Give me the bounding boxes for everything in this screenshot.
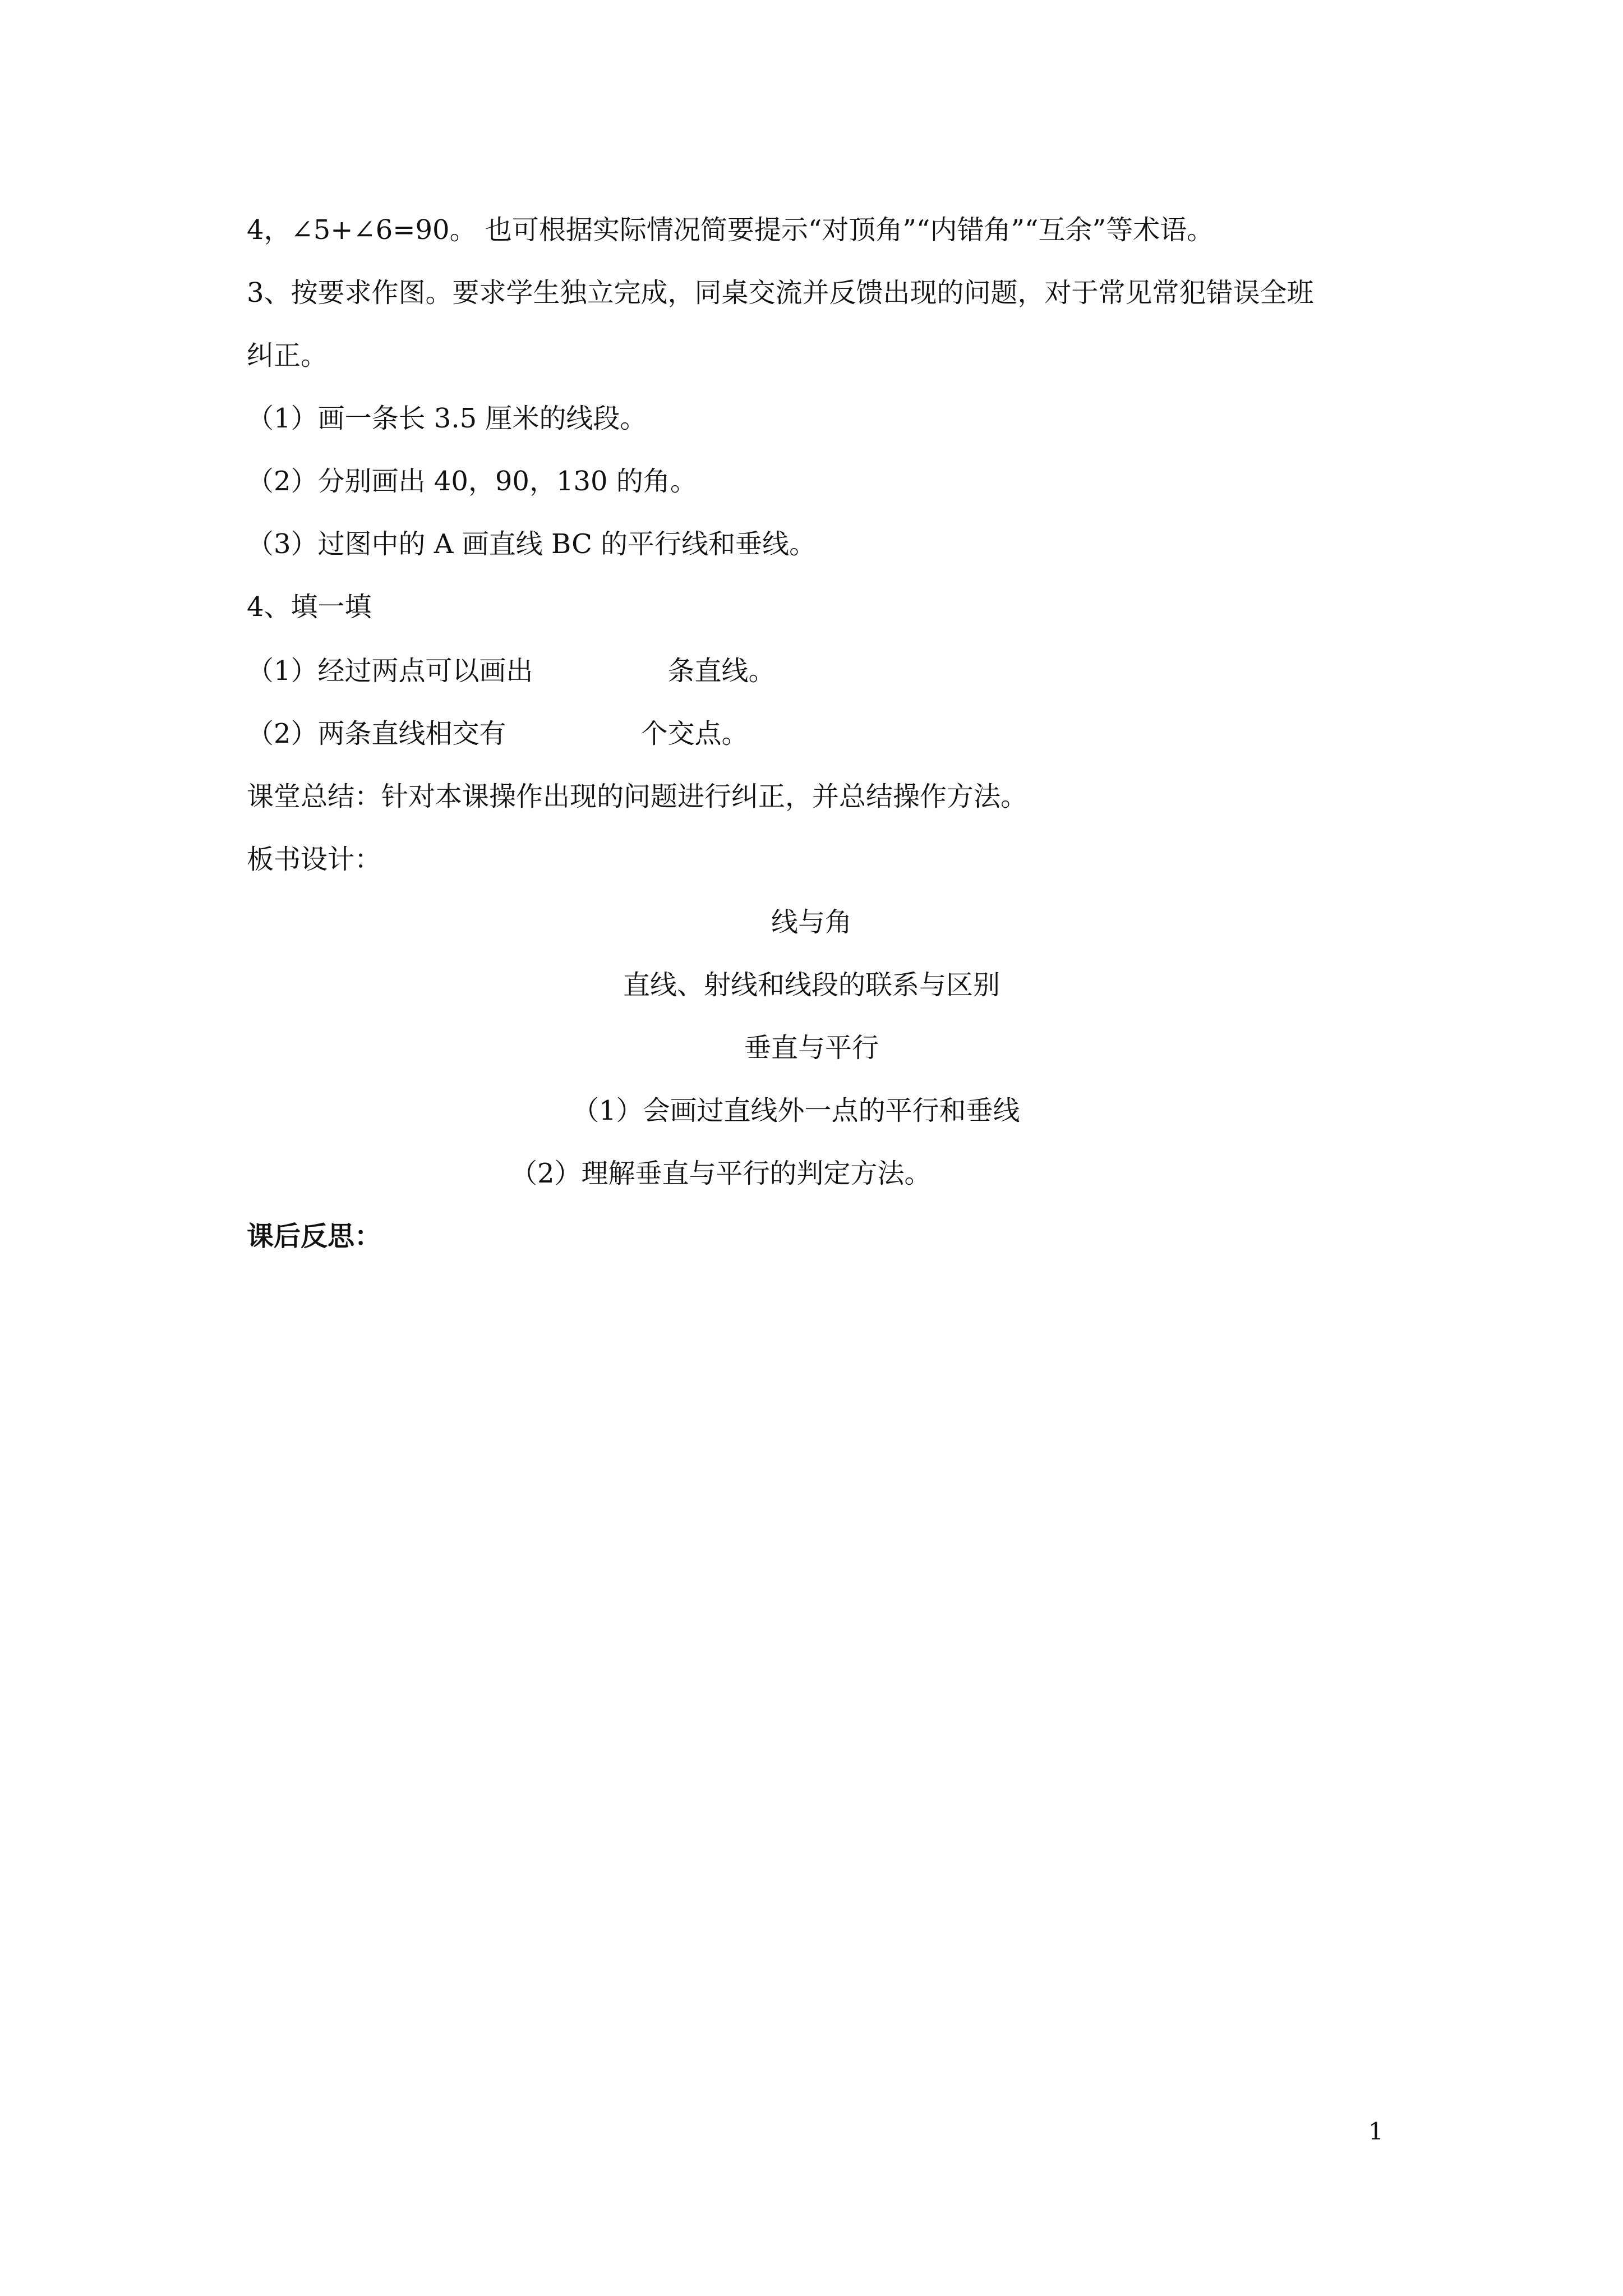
board-line-3: 垂直与平行 bbox=[744, 1032, 879, 1064]
board-line-2: 直线、射线和线段的联系与区别 bbox=[623, 969, 1000, 1001]
text-line-item-1: （1）画一条长 3.5 厘米的线段。 bbox=[247, 403, 647, 434]
fill-blank-2-prefix: （2）两条直线相交有 bbox=[247, 718, 506, 749]
text-line-task-3-cont: 纠正。 bbox=[247, 340, 328, 371]
board-line-5: （2）理解垂直与平行的判定方法。 bbox=[510, 1158, 932, 1189]
fill-blank-2 bbox=[247, 717, 749, 751]
text-line-task-3: 3、按要求作图。要求学生独立完成，同桌交流并反馈出现的问题，对于常见常犯错误全班 bbox=[247, 277, 1314, 309]
board-heading: 线与角 bbox=[771, 907, 852, 938]
text-line-class-summary: 课堂总结：针对本课操作出现的问题进行纠正，并总结操作方法。 bbox=[247, 781, 1028, 812]
fill-blank-1-prefix: （1）经过两点可以画出 bbox=[247, 655, 533, 687]
post-class-reflection-label: 课后反思： bbox=[247, 1221, 382, 1252]
text-line-board-design: 板书设计： bbox=[247, 844, 382, 875]
fill-blank-2-suffix: 个交点。 bbox=[640, 718, 749, 749]
text-line-item-2: （2）分别画出 40，90，130 的角。 bbox=[247, 466, 697, 497]
text-line-item-3: （3）过图中的 A 画直线 BC 的平行线和垂线。 bbox=[247, 528, 817, 560]
fill-blank-1 bbox=[247, 654, 776, 688]
page-number: 1 bbox=[1368, 2118, 1384, 2145]
board-line-4: （1）会画过直线外一点的平行和垂线 bbox=[572, 1095, 1020, 1126]
text-line-task-4: 4、填一填 bbox=[247, 591, 372, 623]
fill-blank-1-suffix: 条直线。 bbox=[667, 655, 776, 687]
text-line-angle-sum: 4，∠5+∠6=90。 也可根据实际情况简要提示“对顶角”“内错角”“互余”等术语。 bbox=[247, 214, 1214, 246]
